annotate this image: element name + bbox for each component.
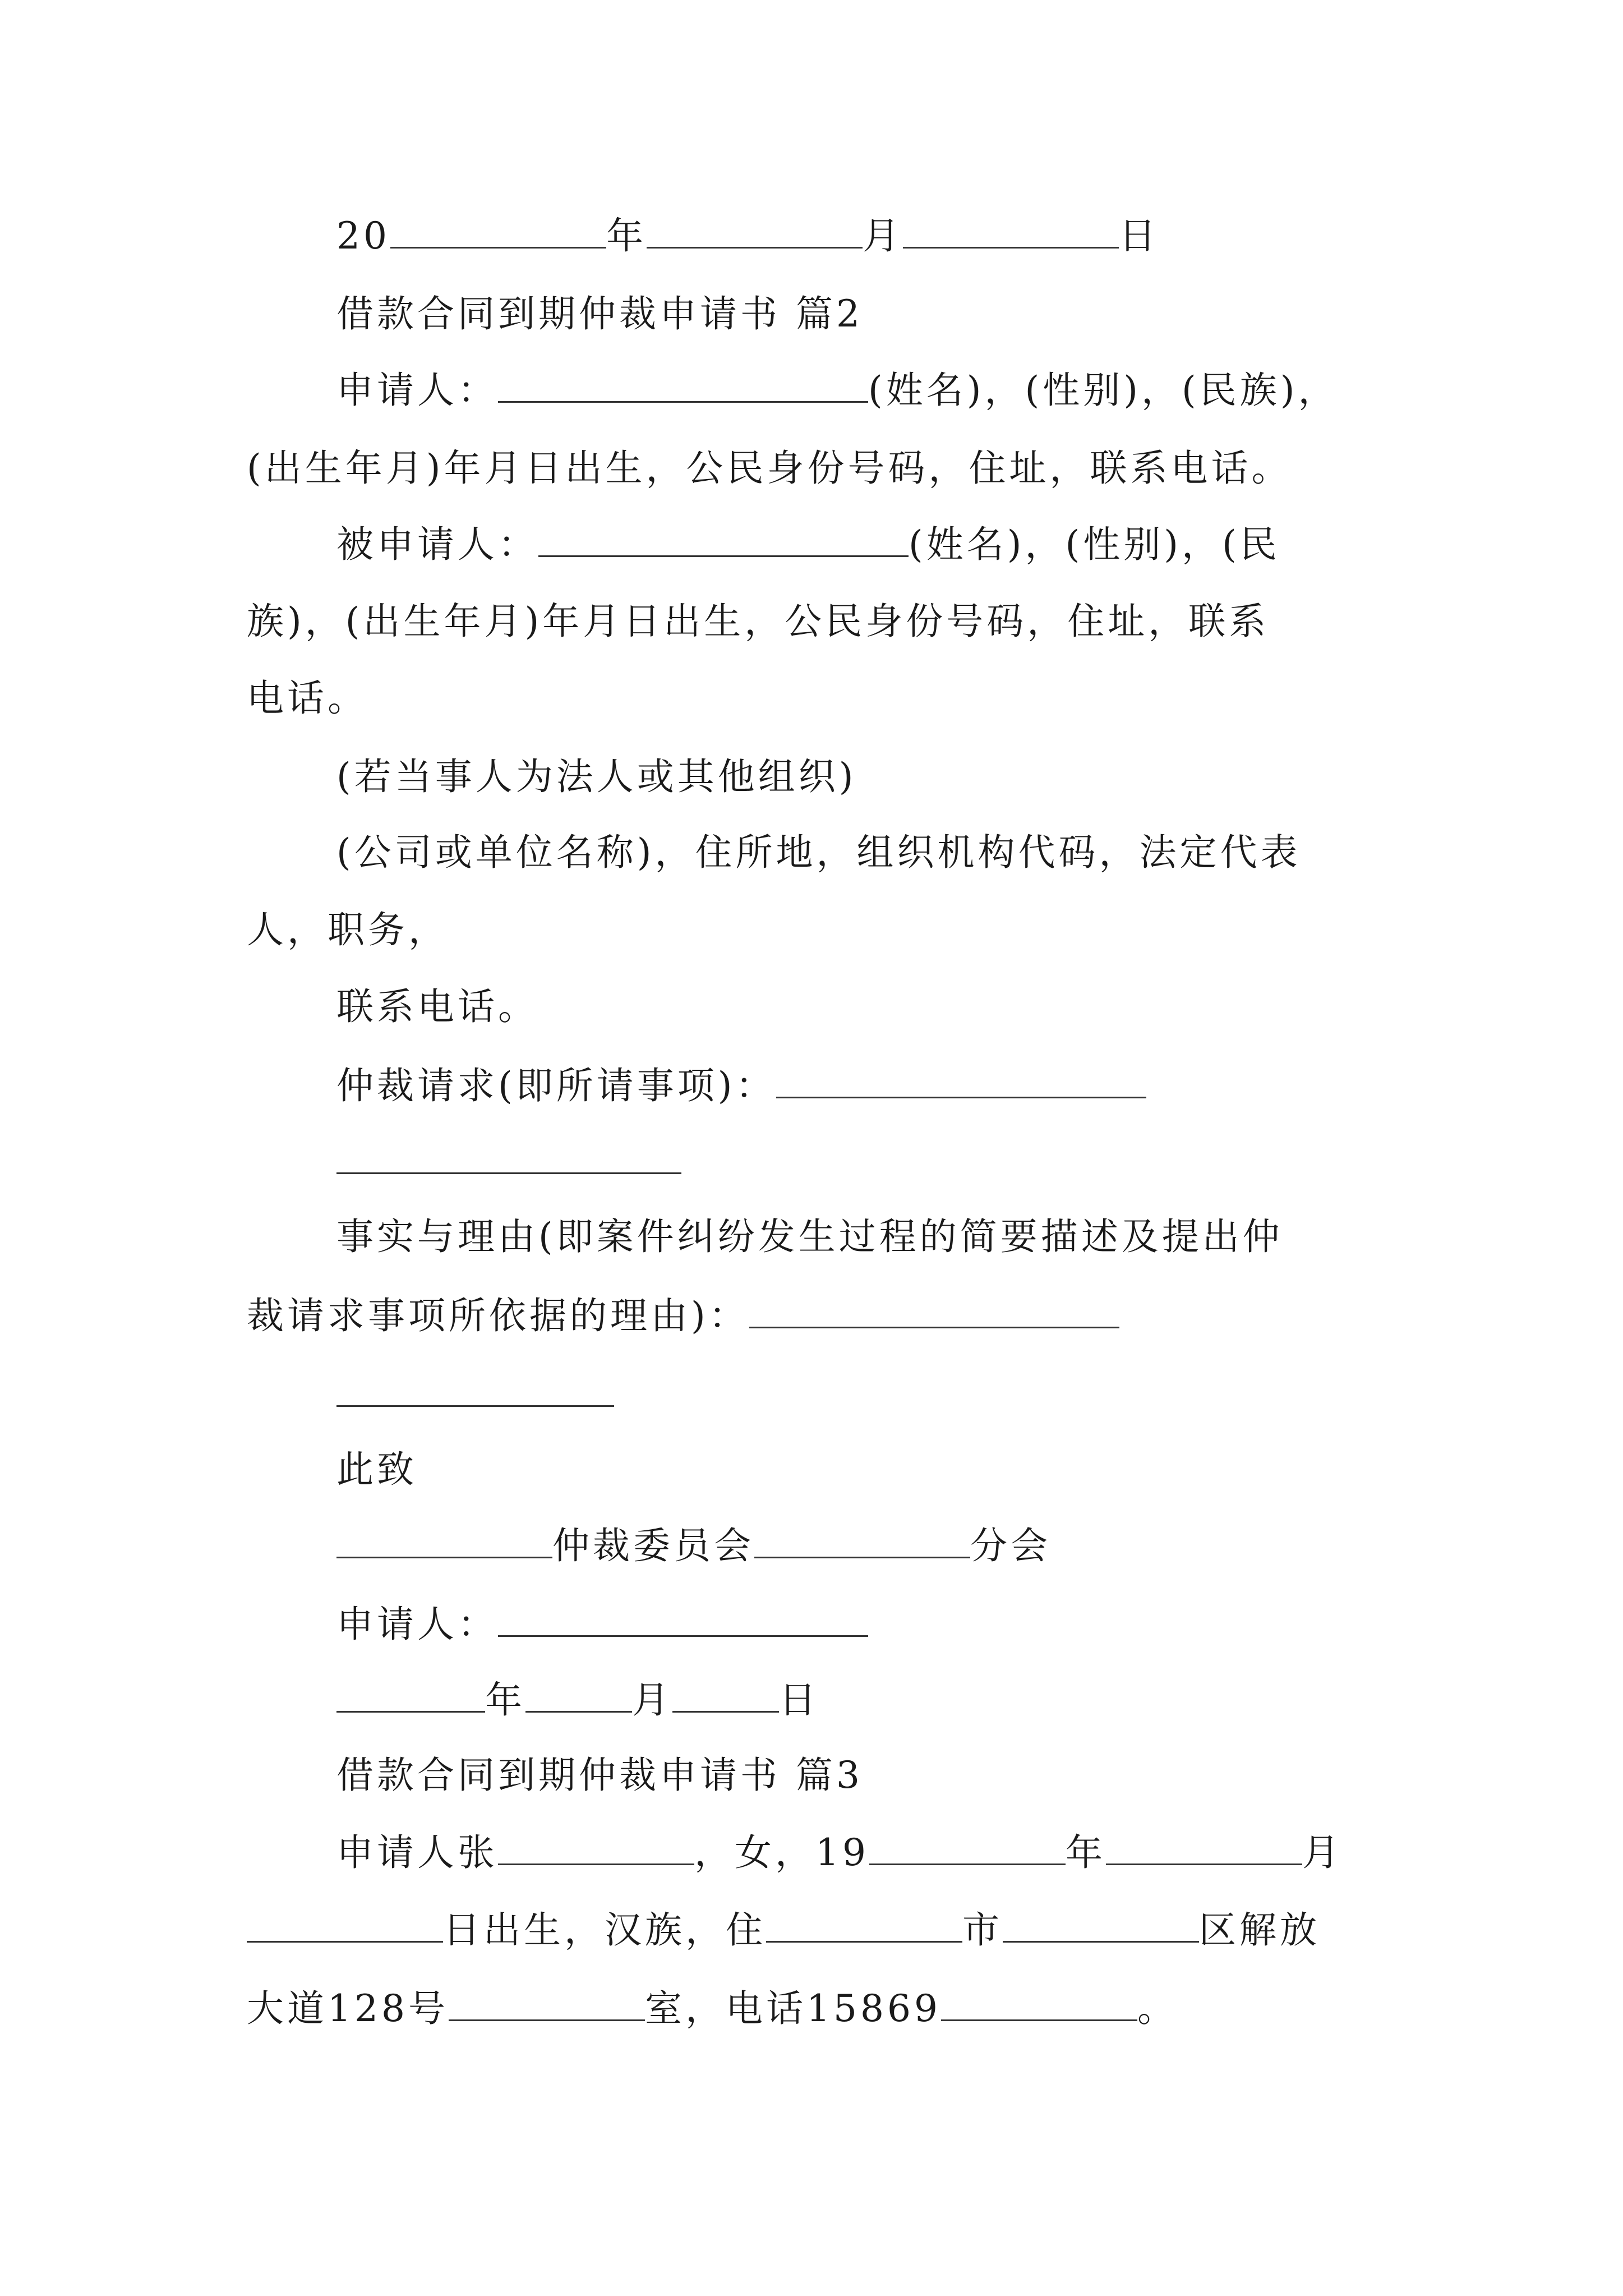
blank-branch xyxy=(754,1523,970,1558)
blank-s3-room xyxy=(449,1986,645,2021)
org-note: (若当事人为法人或其他组织) xyxy=(336,755,857,798)
s3-applicant-line: 申请人张 ，女，19 年 月 xyxy=(336,1831,1343,1874)
blank-respondent-name xyxy=(538,522,909,557)
blank-s3-district xyxy=(1003,1907,1199,1943)
applicant-details: (出生年月)年月日出生，公民身份号码，住址，联系电话。 xyxy=(247,447,1292,490)
section-title-2: 借款合同到期仲裁申请书 篇2 xyxy=(336,292,863,335)
committee-line: 仲裁委员会 分会 xyxy=(336,1523,1051,1568)
facts-line-2: 裁请求事项所依据的理由)： xyxy=(247,1293,1119,1338)
blank-s3-month xyxy=(1106,1830,1302,1865)
blank-committee xyxy=(336,1523,552,1558)
blank-facts-continued xyxy=(336,1405,614,1407)
blank-s3-city xyxy=(766,1907,962,1943)
signature-line: 申请人： xyxy=(336,1602,868,1647)
date-line-top: 20 年 月 日 xyxy=(336,214,1159,257)
respondent-line: 被申请人： (姓名)，(性别)，(民 xyxy=(336,523,1280,566)
claims-line: 仲裁请求(即所请事项)： xyxy=(336,1063,1146,1108)
respondent-details-end: 电话。 xyxy=(247,677,368,720)
s3-address-line: 大道128号 室，电话15869 。 xyxy=(247,1987,1178,2030)
blank-signature xyxy=(498,1602,868,1637)
salutation: 此致 xyxy=(336,1448,417,1491)
blank-s3-phone xyxy=(941,1986,1137,2021)
blank-month xyxy=(647,213,863,249)
respondent-details: 族)，(出生年月)年月日出生，公民身份号码，住址，联系 xyxy=(247,600,1270,643)
applicant-line: 申请人： (姓名)，(性别)，(民族)， xyxy=(336,369,1339,412)
blank-claims xyxy=(776,1063,1146,1098)
blank-year xyxy=(390,213,606,249)
blank-applicant-name xyxy=(498,367,868,403)
blank-facts xyxy=(749,1293,1119,1328)
blank-claims-continued xyxy=(336,1172,681,1174)
section-title-3: 借款合同到期仲裁申请书 篇3 xyxy=(336,1754,863,1797)
phone-line: 联系电话。 xyxy=(336,985,538,1028)
blank-month-2 xyxy=(525,1677,632,1713)
s3-birth-line: 日出生，汉族，住 市 区解放 xyxy=(247,1907,1320,1953)
blank-s3-day xyxy=(247,1907,443,1943)
org-line-2: 人，职务， xyxy=(247,908,449,951)
blank-s3-year xyxy=(869,1830,1066,1865)
blank-day xyxy=(903,213,1119,249)
facts-line: 事实与理由(即案件纠纷发生过程的简要描述及提出仲 xyxy=(336,1215,1283,1258)
date-line-section2: 年 月 日 xyxy=(336,1677,819,1723)
blank-year-2 xyxy=(336,1677,485,1713)
org-line: (公司或单位名称)，住所地，组织机构代码，法定代表 xyxy=(336,831,1301,874)
blank-day-2 xyxy=(672,1677,779,1713)
blank-s3-name xyxy=(498,1830,694,1865)
